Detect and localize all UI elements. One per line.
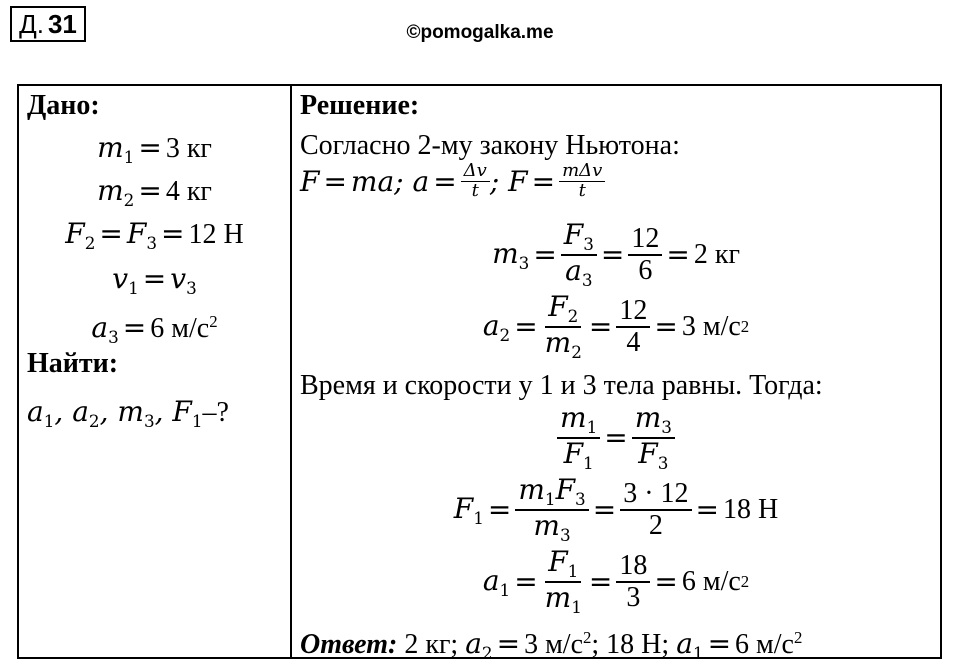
task-prefix: Д. [19,8,44,39]
formula-f-ma: F = ma; a = $\frac{\Delta v}{t}$ ; F = $\frac{\text{mΔv}}{t}$ [300,162,605,201]
m3-denominator: 6 [638,254,653,286]
answer-a1: 6 м/с [735,629,794,661]
a2-denominator: 4 [626,326,641,358]
a1-numerator: 18 [616,551,650,582]
answer-a2: 3 м/с [524,629,584,661]
formula-a2: $a_2$ = $\frac{F_2}{m_2}$ = $\frac{12}{4}$ = 3 м/с 2 [482,290,750,362]
formula-f1: $F_1$ = $\frac{m_1F_3}{m_3}$ = $\frac{3 \cdot 12}{2}$ = 18 Н [453,473,779,545]
given-m1: $m_1 = 3$ кг [97,131,212,167]
solution-table [17,84,942,663]
a1-denominator: 3 [626,581,641,613]
a2-result: 3 м/с [681,310,741,342]
solution-heading: Решение: [300,90,420,121]
m3-numerator: 12 [628,224,662,255]
a1-result: 6 м/с [681,565,741,597]
given-m2: $m_2 = 4$ кг [97,174,212,210]
f1-denominator: 2 [648,509,663,541]
given-velocities: $v_1 = v_3$ [112,262,197,298]
answer-f1: ; 18 Н; [591,629,670,661]
watermark: ©pomogalka.me [406,22,554,43]
answer-m3: 2 кг; [404,629,459,661]
find-heading: Найти: [27,348,119,379]
formula-a1: $a_1$ = $\frac{F_1}{m_1}$ = $\frac{18}{3}$ = 6 м/с 2 [482,545,750,617]
newton-law-line: Согласно 2-му закону Ньютона: [300,130,680,161]
force-value: 12 Н [188,219,244,250]
answer-line: Ответ: 2 кг; $a_2 = 3$ $м/с^2$; 18 Н; $a_1 = 6$ $м/с^2$ [300,627,803,663]
f1-numerator: 3 · 12 [620,479,691,510]
f1-result: 18 Н [723,493,779,525]
fraction-mdv-t: $\frac{\text{mΔv}}{t}$ [559,162,605,201]
find-list: $a_1$, $a_2$, $m_3$, $F_1-$? [27,395,229,431]
condition-line: Время и скорости у 1 и 3 тела равны. Тогда: [300,370,823,401]
find-tail: –? [202,397,229,428]
given-a3: $a_3 = 6$ $м/с^2$ [91,311,218,347]
m3-result: 2 кг [693,238,740,270]
m2-value: 4 кг [165,176,212,207]
m1-value: 3 кг [165,133,212,164]
given-heading: Дано: [27,90,100,121]
a2-numerator: 12 [616,296,650,327]
answer-label: Ответ: [300,629,398,661]
given-forces: $F_2 = F_3 = 12$ Н [65,217,244,253]
formula-m3: $m_3$ = $\frac{F_3}{a_3}$ = $\frac{12}{6}$ = 2 кг [492,218,740,290]
task-number: 31 [47,8,77,39]
fraction-dv-t: $\frac{\Delta v}{t}$ [461,162,490,201]
formula-ratio: $\frac{m_1}{F_1}$ = $\frac{m_3}{F_3}$ [290,403,942,472]
a3-value: 6 м/с [150,313,210,345]
